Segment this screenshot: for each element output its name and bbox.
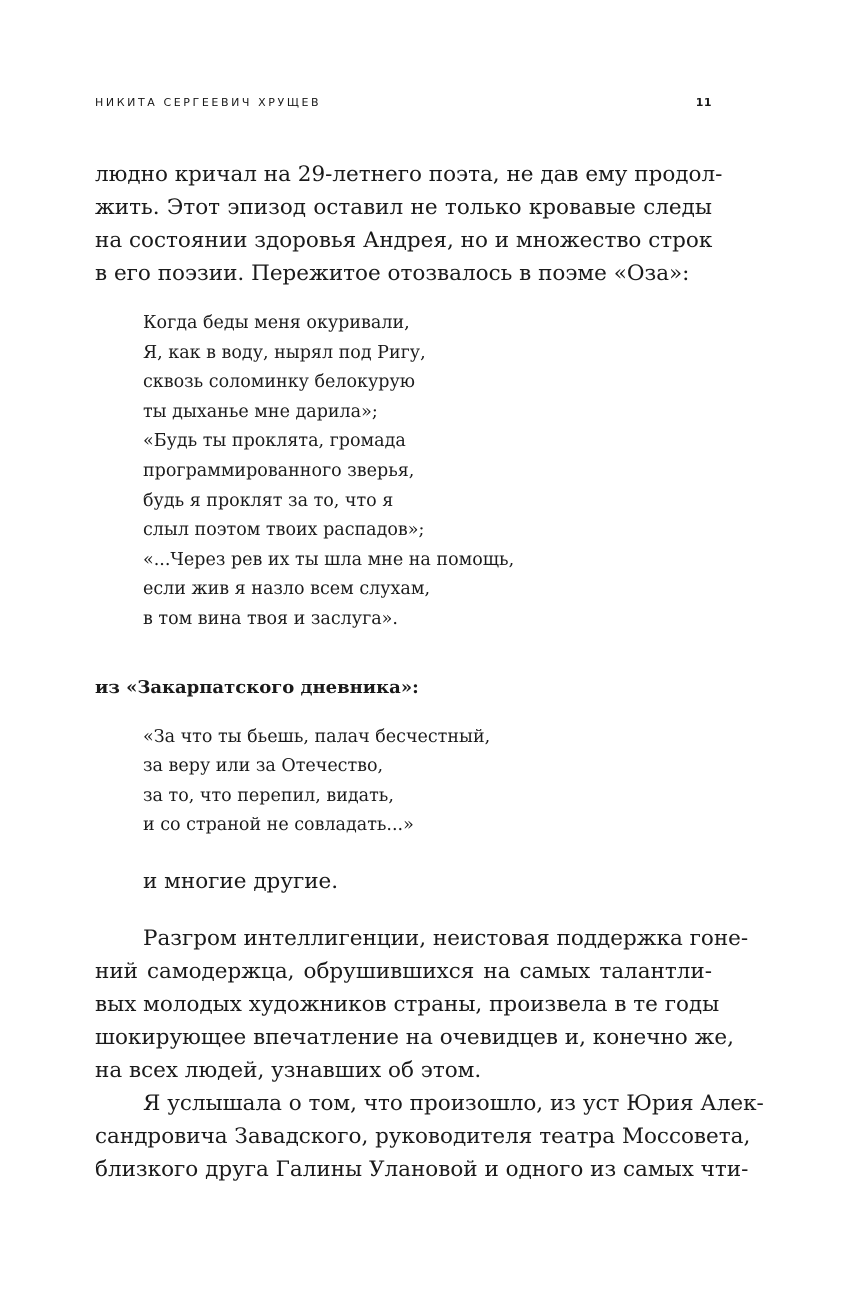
text-line: вых молодых художников страны, произвела в те годы [95, 991, 720, 1017]
verse-line: если жив я назло всем слухам, [143, 579, 431, 600]
verse-line: сквозь соломинку белокурую [143, 372, 416, 393]
running-head-author: НИКИТА СЕРГЕЕВИЧ ХРУЩЕВ [95, 96, 322, 109]
text-line: на всех людей, узнавших об этом. [95, 1057, 482, 1083]
verse-line: за то, что перепил, видать, [143, 785, 394, 806]
running-head [95, 96, 712, 112]
text-line: Разгром интеллигенции, неистовая поддержка гоне- [143, 925, 749, 951]
text-line: жить. Этот эпизод оставил не только кровавые следы [95, 195, 712, 220]
text-line: Я услышала о том, что произошло, из уст Юрия Алек- [143, 1090, 764, 1116]
verse-line: будь я проклят за то, что я [143, 490, 394, 511]
page-number: 11 [695, 96, 712, 109]
text-line: ний самодержца, обрушившихся на самых талантли- [95, 958, 712, 984]
verse-line: за веру или за Отечество, [143, 756, 384, 777]
paragraph-razgrom [95, 922, 749, 1087]
verse-line: Когда беды меня окуривали, [143, 313, 410, 333]
section-heading: из «Закарпатского дневника»: [95, 676, 419, 698]
text-line: людно кричал на 29-летнего поэта, не дав ему продол- [95, 162, 723, 187]
text-line: сандровича Завадского, руководителя театра Моссовета, [95, 1123, 751, 1149]
paragraph-zavadsky [95, 1087, 764, 1186]
verse-line: и со страной не совладать...» [143, 815, 414, 836]
verse-line: слыл поэтом твоих распадов»; [143, 520, 425, 541]
verse-line: ты дыханье мне дарила»; [143, 401, 378, 422]
text-line: близкого друга Галины Улановой и одного из самых чти- [95, 1156, 749, 1182]
verse-line: «...Через рев их ты шла мне на помощь, [143, 549, 515, 570]
text-line: в его поэзии. Пережитое отозвалось в поэме «Оза»: [95, 261, 690, 286]
verse-zakarpatsky [95, 723, 712, 841]
page-body [95, 158, 764, 1186]
verse-line: «За что ты бьешь, палач бесчестный, [143, 726, 491, 747]
text-line: на состоянии здоровья Андрея, но и множество строк [95, 228, 713, 253]
verse-line: программированного зверья, [143, 460, 415, 481]
verse-line: Я, как в воду, нырял под Ригу, [143, 342, 426, 363]
text-line: шокирующее впечатление на очевидцев и, конечно же, [95, 1024, 734, 1050]
closing-remark: и многие другие. [143, 868, 339, 894]
verse-oza [95, 309, 712, 635]
verse-line: в том вина твоя и заслуга». [143, 608, 398, 629]
paragraph-intro [95, 158, 723, 290]
verse-line: «Будь ты проклята, громада [143, 431, 406, 452]
